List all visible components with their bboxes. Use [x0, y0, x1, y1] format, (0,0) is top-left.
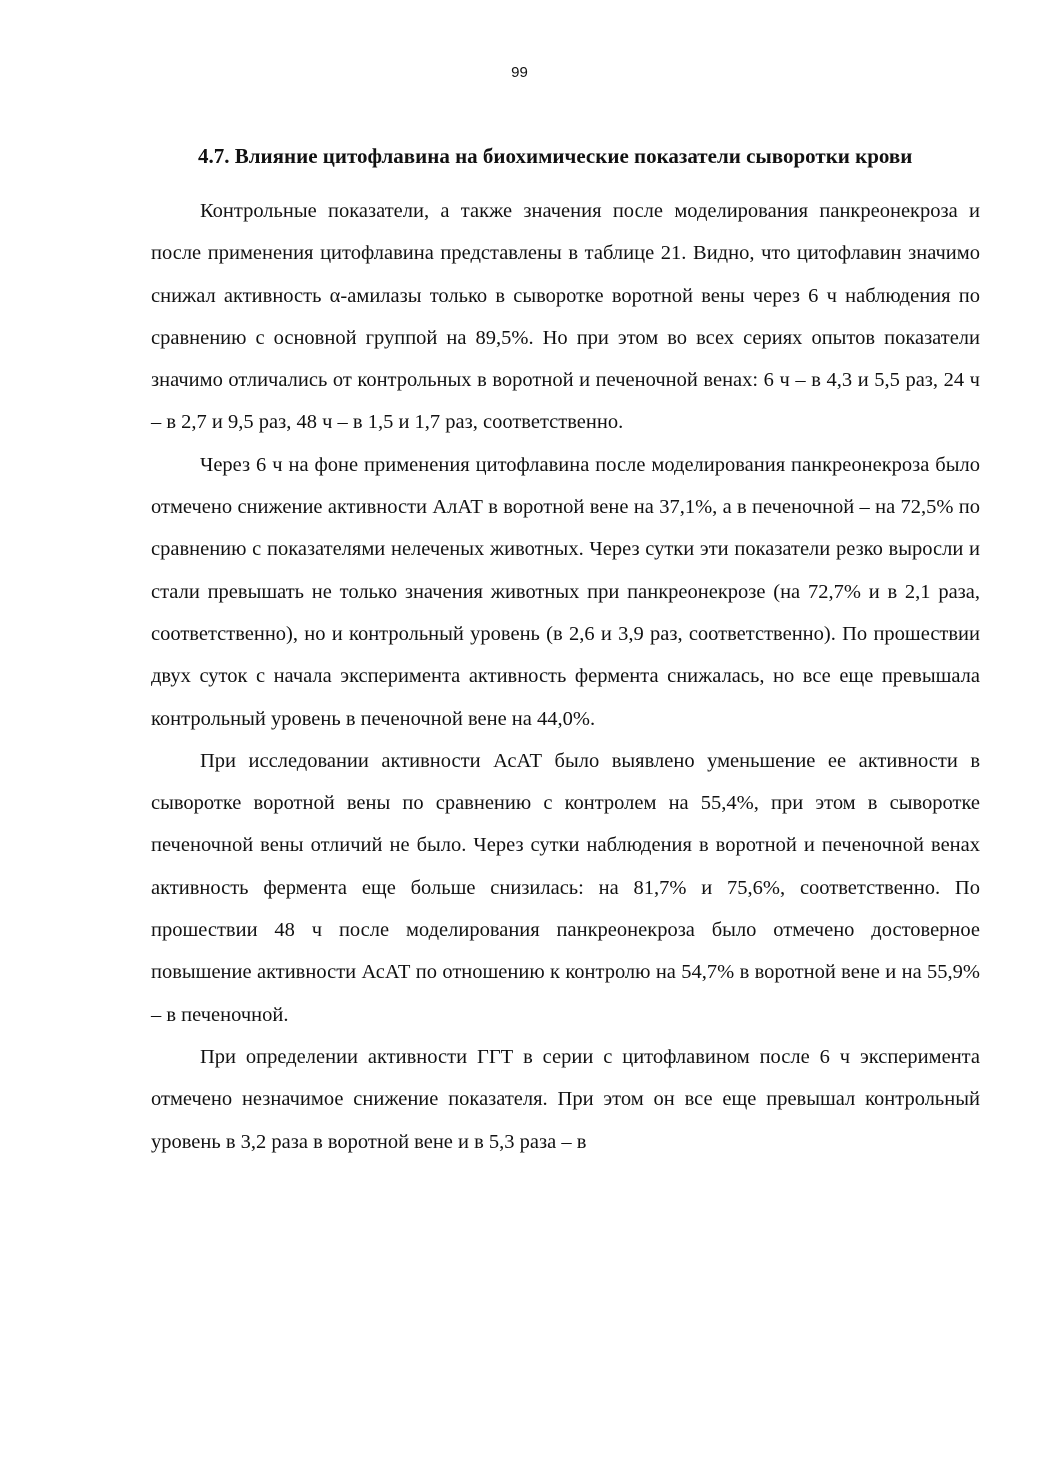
document-body	[151, 142, 980, 1163]
paragraph: Через 6 ч на фоне применения цитофлавина после моделирования панкреонекроза было отмечено снижение активности АлАТ в воротной вене на 37,1%, а в печеночной – на 72,5% по сравнению с показателями нелеченых животных. Через сутки эти показатели резко выросли и стали превышать не только значения животных при панкреонекрозе (на 72,7% и в 2,1 раза, соответственно), но и контрольный уровень (в 2,6 и 3,9 раз, соответственно). По прошествии двух суток с начала эксперимента активность фермента снижалась, но все еще превышала контрольный уровень в печеночной вене на 44,0%.	[151, 453, 980, 730]
page-number: 99	[511, 64, 528, 81]
section-heading: 4.7. Влияние цитофлавина на биохимические показатели сыворотки крови	[198, 144, 913, 168]
paragraph: При определении активности ГГТ в серии с цитофлавином после 6 ч эксперимента отмечено незначимое снижение показателя. При этом он все еще превышал контрольный уровень в 3,2 раза в воротной вене и в 5,3 раза – в	[151, 1045, 980, 1153]
paragraph: При исследовании активности АсАТ было выявлено уменьшение ее активности в сыворотке воротной вены по сравнению с контролем на 55,4%, при этом в сыворотке печеночной вены отличий не было. Через сутки наблюдения в воротной и печеночной венах активность фермента еще больше снизилась: на 81,7% и 75,6%, соответственно. По прошествии 48 ч после моделирования панкреонекроза было отмечено достоверное повышение активности АсАТ по отношению к контролю на 54,7% в воротной вене и на 55,9% – в печеночной.	[151, 749, 980, 1026]
paragraph: Контрольные показатели, а также значения после моделирования панкреонекроза и после применения цитофлавина представлены в таблице 21. Видно, что цитофлавин значимо снижал активность α-амилазы только в сыворотке воротной вены через 6 ч наблюдения по сравнению с основной группой на 89,5%. Но при этом во всех сериях опытов показатели значимо отличались от контрольных в воротной и печеночной венах: 6 ч – в 4,3 и 5,5 раз, 24 ч – в 2,7 и 9,5 раз, 48 ч – в 1,5 и 1,7 раз, соответственно.	[151, 200, 980, 434]
